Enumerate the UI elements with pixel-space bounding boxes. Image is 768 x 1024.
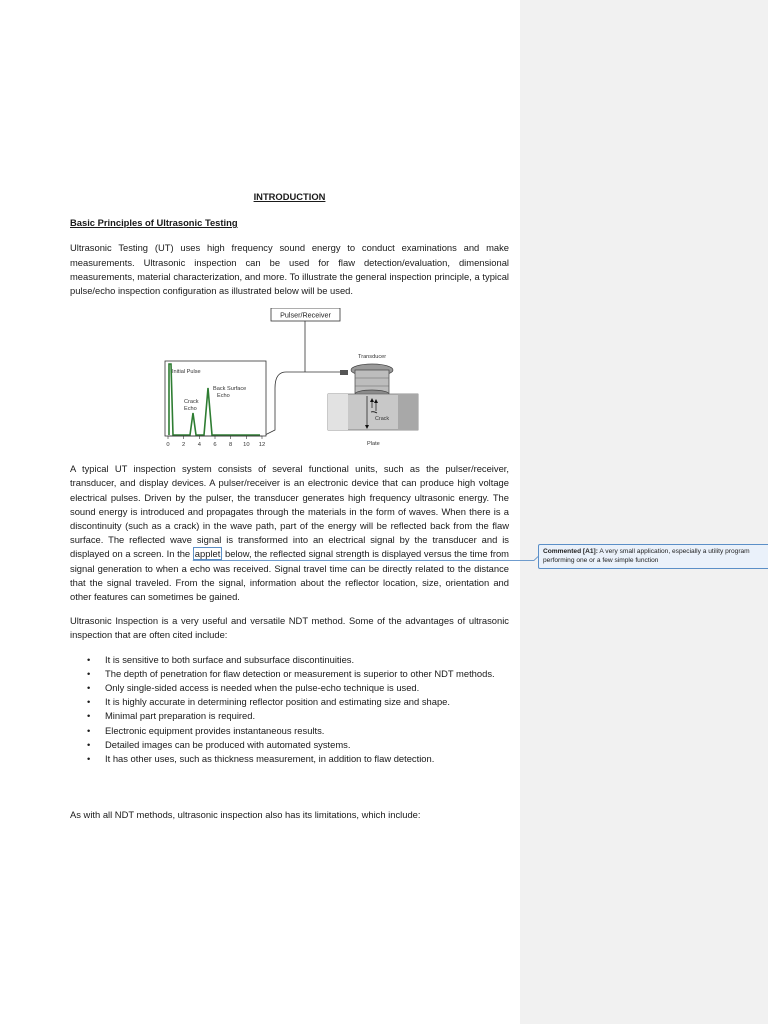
back-surface-label: Back Surface	[213, 386, 247, 393]
list-item: • It has other uses, such as thickness measurement, in addition to flaw detection.	[70, 752, 509, 766]
comment-balloon[interactable]	[538, 544, 768, 569]
axis-tick-label: 4	[197, 442, 201, 449]
transducer-connector	[340, 370, 348, 375]
list-item: • The depth of penetration for flaw detection or measurement is superior to other NDT methods.	[70, 667, 509, 681]
advantages-intro: Ultrasonic Inspection is a very useful and versatile NDT method. Some of the advantages of ultrasonic inspection that are often cited include:	[70, 615, 509, 641]
list-item: • It is highly accurate in determining reflector position and estimating size and shape.	[70, 695, 509, 709]
pulser-receiver-label: Pulser/Receiver	[280, 310, 331, 320]
time-axis	[166, 436, 265, 448]
crack-label: Crack	[375, 416, 390, 423]
pulse-echo-diagram	[70, 308, 509, 456]
axis-tick-label: 12	[258, 442, 266, 449]
crack-echo-label: Crack	[184, 399, 199, 406]
crack-echo-echo-label: Echo	[184, 406, 197, 413]
limitations-intro: As with all NDT methods, ultrasonic inspection also has its limitations, which include:	[70, 809, 421, 821]
intro-paragraph: Ultrasonic Testing (UT) uses high frequency sound energy to conduct examinations and make measurements. Ultrasonic inspection can be used for flaw detection/evaluation, dimensional measurements, material characterization, and more. To illustrate the general inspection principle, a typical pulse/echo inspection configuration as illustrated below will be used.	[70, 242, 509, 297]
document-body	[70, 190, 509, 832]
axis-tick-label: 8	[229, 442, 233, 449]
page-title: INTRODUCTION	[253, 191, 326, 202]
axis-tick-label: 10	[243, 442, 250, 449]
list-item: • Electronic equipment provides instantaneous results.	[70, 724, 509, 738]
advantages-list	[70, 653, 509, 767]
list-item: • Detailed images can be produced with automated systems.	[70, 738, 509, 752]
plate-label: Plate	[367, 441, 380, 448]
transducer-label: Transducer	[358, 354, 387, 361]
comment-margin	[520, 0, 768, 1024]
comment-anchor-applet[interactable]: applet	[194, 548, 221, 560]
list-item: • Only single-sided access is needed when the pulse-echo technique is used.	[70, 681, 509, 695]
list-item: • It is sensitive to both surface and subsurface discontinuities.	[70, 653, 509, 667]
system-paragraph: A typical UT inspection system consists of several functional units, such as the pulser/receiver, transducer, and display devices. A pulser/receiver is an electronic device that can produce high voltage electrical pulses. Driven by the pulser, the transducer generates high frequency ultrasonic energy. The sound energy is introduced and propagates through the materials in the form of waves. When there is a discontinuity (such as a crack) in the wave path, part of the energy will be reflected back from the flaw surface. The reflected wave signal is transformed into an electrical signal by the transducer and is displayed on a screen. In the applet below, the reflected signal strength is displayed versus the time from signal generation to when a echo was received. Signal travel time can be directly related to the distance that the signal traveled. From the signal, information about the reflector location, size, orientation and other features can sometimes be gained.	[70, 463, 509, 603]
axis-tick-label: 0	[166, 442, 170, 449]
back-surface-echo-label: Echo	[217, 393, 230, 400]
pulse-echo-figure	[70, 308, 509, 456]
list-item: • Minimal part preparation is required.	[70, 709, 509, 723]
section-heading: Basic Principles of Ultrasonic Testing	[70, 217, 238, 229]
axis-tick-label: 6	[213, 442, 217, 449]
comment-label: Commented [A1]:	[543, 548, 598, 555]
comment-text: A very small application, especially a utility program performing one or a few simple function	[543, 548, 750, 564]
axis-tick-label: 2	[182, 442, 186, 449]
initial-pulse-label: Initial Pulse	[172, 369, 201, 376]
